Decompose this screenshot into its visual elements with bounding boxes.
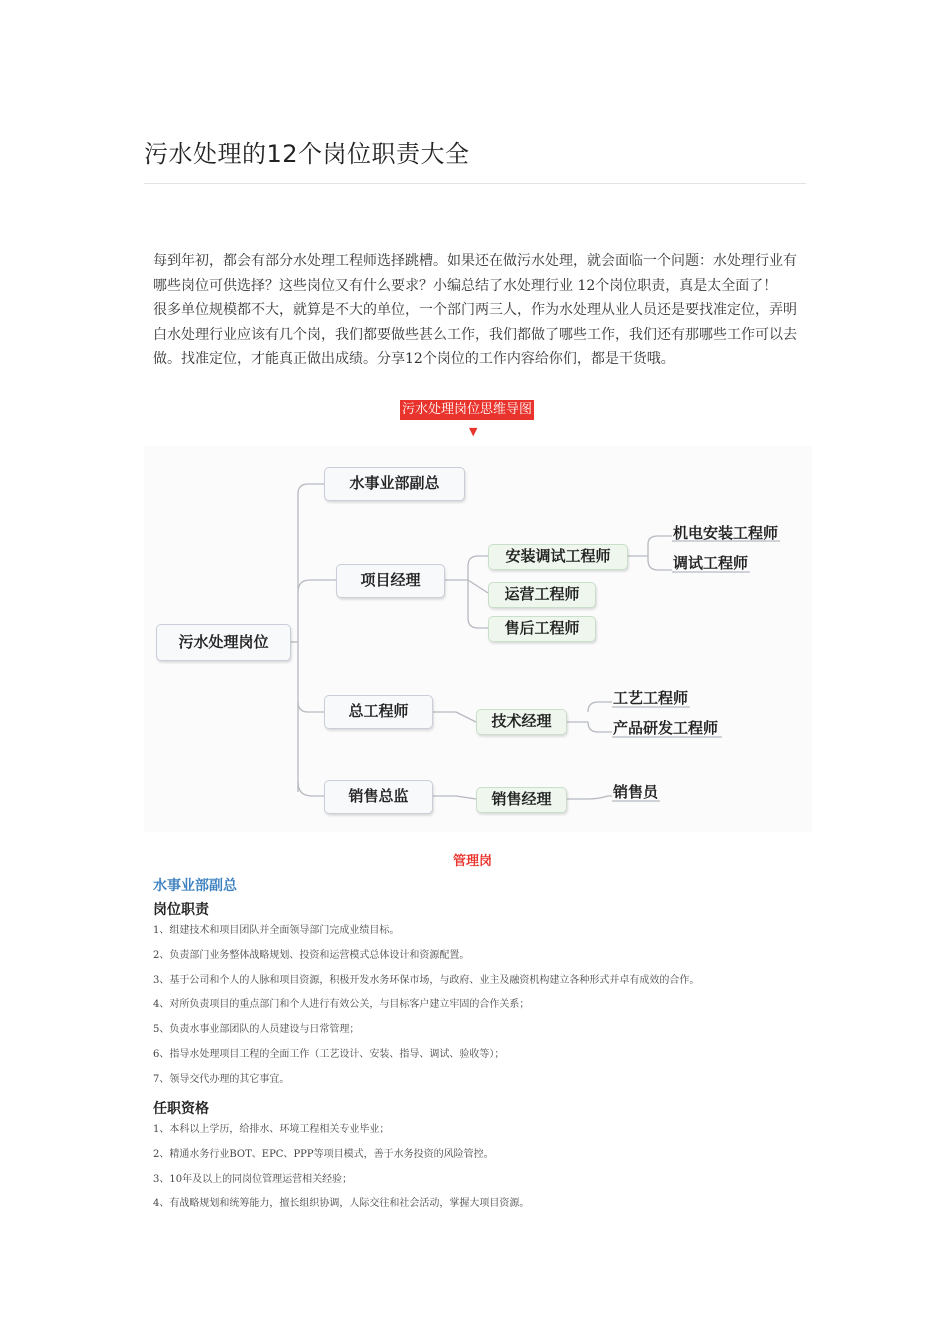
leaf-commissioning-engineer: 调试工程师 (673, 554, 749, 572)
leaf-rnd-engineer: 产品研发工程师 (613, 719, 719, 737)
leaf-process-engineer: 工艺工程师 (613, 689, 689, 707)
node-project-manager: 项目经理 (336, 564, 445, 598)
list-item: 4、有战略规划和统筹能力，擅长组织协调，人际交往和社会活动，掌握大项目资源。 (153, 1198, 530, 1210)
intro-paragraph: 每到年初，都会有部分水处理工程师选择跳槽。如果还在做污水处理，就会面临一个问题：水处理行业有哪些岗位可供选择？这些岗位又有什么要求？小编总结了水处理行业 12个岗位职责，真是太全面了！ (153, 253, 797, 294)
list-item: 5、负责水事业部团队的人员建设与日常管理； (153, 1024, 360, 1036)
article-title: 污水处理的12个岗位职责大全 (144, 140, 470, 168)
down-arrow-icon: ▼ (469, 425, 478, 438)
intro-text (153, 249, 805, 372)
node-install-engineer: 安装调试工程师 (488, 544, 628, 570)
node-ops-engineer: 运营工程师 (488, 582, 596, 608)
list-item: 2、精通水务行业BOT、EPC、PPP等项目模式，善于水务投资的风险管控。 (153, 1148, 494, 1160)
section-title: 管理岗 (453, 854, 493, 869)
duties-heading: 岗位职责 (153, 902, 209, 918)
intro-paragraph: 很多单位规模都不大，就算是不大的单位，一个部门两三人，作为水处理从业人员还是要找准定位，弄明白水处理行业应该有几个岗，我们都要做些甚么工作，我们都做了哪些工作，我们还有那哪些工作可以去做。找准定位，才能真正做出成绩。分享12个岗位的工作内容给你们，都是干货哦。 (153, 302, 797, 367)
list-item: 3、10年及以上的同岗位管理运营相关经验； (153, 1173, 353, 1185)
list-item: 1、本科以上学历，给排水、环境工程相关专业毕业； (153, 1124, 390, 1135)
node-water-vp: 水事业部副总 (324, 467, 465, 501)
node-chief-engineer: 总工程师 (324, 695, 433, 729)
mindmap-caption: 污水处理岗位思维导图 (400, 400, 534, 420)
root-node: 污水处理岗位 (156, 624, 291, 661)
list-item: 1、组建技术和项目团队并全面领导部门完成业绩目标。 (153, 925, 400, 936)
list-item: 2、负责部门业务整体战略规划、投资和运营模式总体设计和资源配置。 (153, 949, 470, 961)
title-divider (144, 183, 806, 184)
leaf-salesperson: 销售员 (613, 783, 659, 801)
node-sales-manager: 销售经理 (476, 787, 567, 813)
qualifications-list (153, 1118, 813, 1217)
node-tech-manager: 技术经理 (476, 709, 567, 735)
role-title: 水事业部副总 (153, 878, 237, 894)
mindmap-diagram (144, 446, 812, 832)
leaf-mech-install-engineer: 机电安装工程师 (673, 524, 779, 542)
qualifications-heading: 任职资格 (153, 1101, 209, 1117)
duties-list (153, 919, 813, 1093)
list-item: 3、基于公司和个人的人脉和项目资源，积极开发水务环保市场，与政府、业主及融资机构建立各种形式并卓有成效的合作。 (153, 974, 700, 986)
list-item: 4、对所负责项目的重点部门和个人进行有效公关，与目标客户建立牢固的合作关系； (153, 999, 530, 1011)
node-sales-director: 销售总监 (324, 780, 433, 814)
list-item: 6、指导水处理项目工程的全面工作（工艺设计、安装、指导、调试、验收等）； (153, 1048, 505, 1060)
list-item: 7、领导交代办理的其它事宜。 (153, 1073, 290, 1085)
node-aftersales-engineer: 售后工程师 (488, 616, 596, 642)
